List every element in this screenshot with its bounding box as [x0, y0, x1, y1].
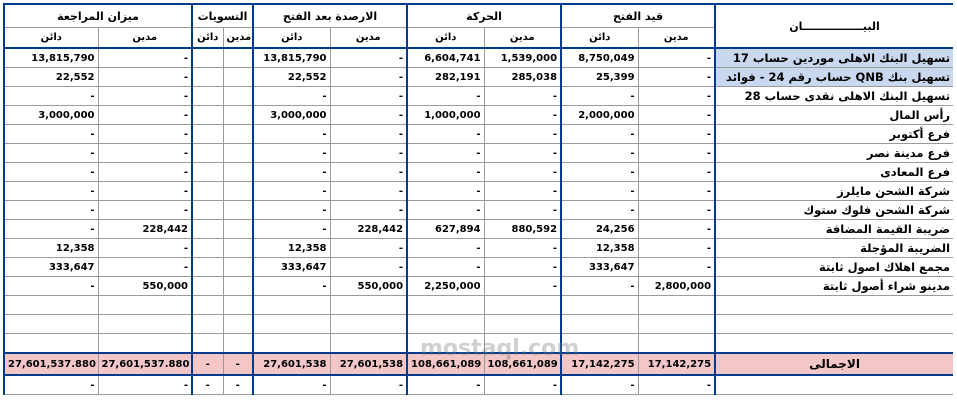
- cell-op_d[interactable]: -: [638, 258, 715, 277]
- cell-tb_d[interactable]: -: [98, 125, 192, 144]
- cell-mv_d[interactable]: [484, 315, 561, 334]
- cell-ba_d[interactable]: -: [330, 239, 407, 258]
- header-description: البيــــــــــــــــان: [715, 4, 953, 48]
- cell-ad_c[interactable]: [192, 144, 223, 163]
- cell-ba_c[interactable]: 3,000,000: [253, 106, 330, 125]
- row-description[interactable]: مدينو شراء أصول ثابتة: [715, 277, 953, 296]
- cell[interactable]: -: [561, 375, 638, 395]
- cell-ba_d[interactable]: -: [330, 106, 407, 125]
- cell-ba_c[interactable]: 13,815,790: [253, 48, 330, 68]
- cell-ba_c[interactable]: -: [253, 87, 330, 106]
- cell-mv_d[interactable]: -: [484, 239, 561, 258]
- cell-tb_d[interactable]: 550,000: [98, 277, 192, 296]
- cell-mv_d[interactable]: [484, 296, 561, 315]
- cell-ad_d[interactable]: [223, 125, 253, 144]
- cell-ad_c[interactable]: [192, 239, 223, 258]
- cell-ba_c[interactable]: [253, 334, 330, 354]
- cell-ba_d[interactable]: -: [330, 144, 407, 163]
- cell-ba_d[interactable]: -: [330, 258, 407, 277]
- cell-mv_c[interactable]: -: [407, 239, 484, 258]
- cell-tb_c[interactable]: 12,358: [4, 239, 98, 258]
- cell-ad_d[interactable]: [223, 182, 253, 201]
- cell-op_c[interactable]: -: [561, 277, 638, 296]
- cell[interactable]: -: [98, 375, 192, 395]
- cell-ad_c[interactable]: [192, 87, 223, 106]
- cell-ba_d[interactable]: -: [330, 201, 407, 220]
- subheader-debit: مدين: [638, 28, 715, 49]
- cell-mv_d[interactable]: -: [484, 258, 561, 277]
- cell-ba_c[interactable]: [253, 315, 330, 334]
- cell-op_c[interactable]: 24,256: [561, 220, 638, 239]
- cell-op_c[interactable]: [561, 296, 638, 315]
- cell-tb_d[interactable]: -: [98, 106, 192, 125]
- cell-ad_c[interactable]: [192, 220, 223, 239]
- row-description[interactable]: رأس المال: [715, 106, 953, 125]
- table-row: [4, 87, 953, 106]
- header-balances-after: الارصدة بعد الفتح: [253, 4, 407, 28]
- cell-tb_c[interactable]: -: [4, 125, 98, 144]
- cell-ad_c[interactable]: [192, 201, 223, 220]
- cell-tb_d[interactable]: -: [98, 258, 192, 277]
- subheader-debit: مدين: [484, 28, 561, 49]
- cell-ba_c[interactable]: -: [253, 163, 330, 182]
- total-mv-debit[interactable]: 108,661,089: [484, 353, 561, 375]
- cell-mv_d[interactable]: -: [484, 163, 561, 182]
- cell[interactable]: -: [407, 375, 484, 395]
- table-row: [4, 144, 953, 163]
- cell-ad_c[interactable]: [192, 68, 223, 87]
- cell-ba_d[interactable]: [330, 334, 407, 354]
- cell-op_d[interactable]: 2,800,000: [638, 277, 715, 296]
- cell[interactable]: -: [4, 375, 98, 395]
- watermark: mostaql.com: [420, 336, 580, 361]
- cell-op_d[interactable]: -: [638, 239, 715, 258]
- cell-ba_c[interactable]: -: [253, 277, 330, 296]
- cell-tb_c[interactable]: -: [4, 220, 98, 239]
- cell-ad_d[interactable]: [223, 334, 253, 354]
- cell-tb_d[interactable]: -: [98, 87, 192, 106]
- table-row: [4, 48, 953, 68]
- cell-mv_c[interactable]: -: [407, 87, 484, 106]
- cell-ba_c[interactable]: -: [253, 201, 330, 220]
- cell-op_d[interactable]: -: [638, 125, 715, 144]
- cell-mv_c[interactable]: -: [407, 125, 484, 144]
- cell-ad_c[interactable]: [192, 296, 223, 315]
- cell-ad_d[interactable]: [223, 144, 253, 163]
- cell[interactable]: -: [223, 375, 253, 395]
- cell-tb_d[interactable]: -: [98, 144, 192, 163]
- cell-mv_c[interactable]: -: [407, 258, 484, 277]
- cell-tb_c[interactable]: -: [4, 182, 98, 201]
- table-row: [4, 220, 953, 239]
- cell-tb_c[interactable]: -: [4, 201, 98, 220]
- header-adjustments: التسويات: [192, 4, 253, 28]
- table-row: [4, 334, 953, 354]
- row-description[interactable]: تسهيل البنك الاهلى موردين حساب 17: [715, 48, 953, 68]
- cell-tb_d[interactable]: -: [98, 68, 192, 87]
- cell-op_c[interactable]: -: [561, 125, 638, 144]
- table-row: [4, 68, 953, 87]
- header-trial-balance: ميزان المراجعة: [4, 4, 192, 28]
- cell-mv_d[interactable]: 1,539,000: [484, 48, 561, 68]
- table-row: [4, 296, 953, 315]
- table-row: [4, 315, 953, 334]
- cell-mv_d[interactable]: -: [484, 182, 561, 201]
- cell-ad_c[interactable]: [192, 334, 223, 354]
- cell-ad_d[interactable]: [223, 315, 253, 334]
- total-tb-debit[interactable]: 27,601,537.880: [98, 353, 192, 375]
- cell-ba_d[interactable]: -: [330, 125, 407, 144]
- cell-ad_d[interactable]: [223, 258, 253, 277]
- cell[interactable]: -: [330, 375, 407, 395]
- cell-ad_d[interactable]: [223, 220, 253, 239]
- cell-tb_c[interactable]: -: [4, 277, 98, 296]
- cell-mv_d[interactable]: [484, 334, 561, 354]
- cell-mv_c[interactable]: [407, 334, 484, 354]
- subheader-credit: دائن: [4, 28, 98, 49]
- cell-tb_d[interactable]: -: [98, 48, 192, 68]
- cell-mv_c[interactable]: -: [407, 182, 484, 201]
- cell-op_c[interactable]: [561, 315, 638, 334]
- cell-mv_d[interactable]: -: [484, 125, 561, 144]
- cell-ad_c[interactable]: [192, 258, 223, 277]
- row-description[interactable]: الضريبة المؤجلة: [715, 239, 953, 258]
- row-description[interactable]: شركة الشحن مايلرز: [715, 182, 953, 201]
- cell-op_d[interactable]: -: [638, 68, 715, 87]
- cell-op_c[interactable]: 25,399: [561, 68, 638, 87]
- cell-ba_d[interactable]: -: [330, 48, 407, 68]
- cell-ad_c[interactable]: [192, 163, 223, 182]
- cell-ba_d[interactable]: 228,442: [330, 220, 407, 239]
- subheader-debit: مدين: [330, 28, 407, 49]
- cell-ad_d[interactable]: [223, 239, 253, 258]
- cell-op_d[interactable]: -: [638, 201, 715, 220]
- cell-mv_c[interactable]: 1,000,000: [407, 106, 484, 125]
- cell-tb_c[interactable]: [4, 296, 98, 315]
- cell-op_c[interactable]: 333,647: [561, 258, 638, 277]
- cell-ad_d[interactable]: [223, 163, 253, 182]
- cell-mv_c[interactable]: -: [407, 163, 484, 182]
- cell-ba_c[interactable]: -: [253, 125, 330, 144]
- cell-tb_d[interactable]: 228,442: [98, 220, 192, 239]
- cell-ba_c[interactable]: -: [253, 220, 330, 239]
- table-row: [4, 125, 953, 144]
- row-description[interactable]: [715, 315, 953, 334]
- cell-ba_c[interactable]: 22,552: [253, 68, 330, 87]
- total-mv-credit[interactable]: 108,661,089: [407, 353, 484, 375]
- cell-op_d[interactable]: -: [638, 87, 715, 106]
- cell-op_c[interactable]: -: [561, 87, 638, 106]
- cell[interactable]: -: [192, 375, 223, 395]
- cell-mv_c[interactable]: [407, 296, 484, 315]
- table-row: [4, 106, 953, 125]
- cell-mv_d[interactable]: -: [484, 201, 561, 220]
- cell-tb_c[interactable]: [4, 315, 98, 334]
- cell-ad_d[interactable]: [223, 68, 253, 87]
- row-description[interactable]: فرع أكتوبر: [715, 125, 953, 144]
- cell-op_d[interactable]: -: [638, 220, 715, 239]
- subheader-credit: دائن: [253, 28, 330, 49]
- cell-ad_c[interactable]: [192, 182, 223, 201]
- cell-op_c[interactable]: -: [561, 201, 638, 220]
- cell-ad_d[interactable]: [223, 106, 253, 125]
- group-header-row: [4, 4, 953, 28]
- cell-tb_d[interactable]: -: [98, 182, 192, 201]
- cell-mv_c[interactable]: 627,894: [407, 220, 484, 239]
- cell-op_c[interactable]: 2,000,000: [561, 106, 638, 125]
- cell-tb_d[interactable]: [98, 334, 192, 354]
- cell-op_c[interactable]: -: [561, 182, 638, 201]
- cell-ad_c[interactable]: [192, 106, 223, 125]
- cell-ad_c[interactable]: [192, 125, 223, 144]
- row-description[interactable]: [715, 296, 953, 315]
- cell-ba_c[interactable]: -: [253, 182, 330, 201]
- cell-ba_c[interactable]: 333,647: [253, 258, 330, 277]
- row-description[interactable]: شركة الشحن فلوك ستوك: [715, 201, 953, 220]
- total-adj-debit[interactable]: -: [223, 353, 253, 375]
- total-row: [4, 353, 953, 375]
- cell-mv_d[interactable]: -: [484, 87, 561, 106]
- cell-op_d[interactable]: [638, 315, 715, 334]
- cell-ba_d[interactable]: -: [330, 182, 407, 201]
- cell-mv_d[interactable]: -: [484, 277, 561, 296]
- row-description[interactable]: تسهيل البنك الاهلى نقدى حساب 28: [715, 87, 953, 106]
- spreadsheet: [3, 3, 953, 399]
- subheader-credit: دائن: [407, 28, 484, 49]
- cell[interactable]: -: [253, 375, 330, 395]
- cell-ba_c[interactable]: 12,358: [253, 239, 330, 258]
- cell-mv_c[interactable]: 2,250,000: [407, 277, 484, 296]
- table-row: [4, 239, 953, 258]
- table-row: [4, 258, 953, 277]
- cell-ba_d[interactable]: 550,000: [330, 277, 407, 296]
- total-adj-credit[interactable]: -: [192, 353, 223, 375]
- cell-mv_c[interactable]: -: [407, 144, 484, 163]
- cell-tb_c[interactable]: -: [4, 87, 98, 106]
- cell[interactable]: [715, 375, 953, 395]
- cell-ba_d[interactable]: -: [330, 68, 407, 87]
- cell-ad_c[interactable]: [192, 48, 223, 68]
- table-row: [4, 182, 953, 201]
- cell-tb_c[interactable]: 22,552: [4, 68, 98, 87]
- total-op-debit[interactable]: 17,142,275: [638, 353, 715, 375]
- row-description[interactable]: فرع المعادى: [715, 163, 953, 182]
- cell-tb_d[interactable]: -: [98, 163, 192, 182]
- total-tb-credit[interactable]: 27,601,537.880: [4, 353, 98, 375]
- header-movement: الحركة: [407, 4, 561, 28]
- row-description[interactable]: تسهيل بنك QNB حساب رقم 24 - فوائد: [715, 68, 953, 87]
- cell-tb_d[interactable]: [98, 315, 192, 334]
- total-label[interactable]: الاجمالى: [715, 353, 953, 375]
- row-description[interactable]: [715, 334, 953, 354]
- header-opening: قيد الفتح: [561, 4, 715, 28]
- cell-op_c[interactable]: 12,358: [561, 239, 638, 258]
- cell-mv_c[interactable]: [407, 315, 484, 334]
- cell-ba_c[interactable]: -: [253, 144, 330, 163]
- cell-ad_c[interactable]: [192, 315, 223, 334]
- cell-mv_c[interactable]: 6,604,741: [407, 48, 484, 68]
- table-row: [4, 201, 953, 220]
- cell-mv_d[interactable]: -: [484, 106, 561, 125]
- cell-tb_c[interactable]: -: [4, 163, 98, 182]
- total-ba-credit[interactable]: 27,601,538: [253, 353, 330, 375]
- cell-mv_c[interactable]: 282,191: [407, 68, 484, 87]
- cell-op_c[interactable]: -: [561, 144, 638, 163]
- subheader-credit: دائن: [561, 28, 638, 49]
- cell-op_c[interactable]: [561, 334, 638, 354]
- trailing-row: [4, 375, 953, 395]
- table-row: [4, 163, 953, 182]
- row-description[interactable]: ضريبة القيمة المضافة: [715, 220, 953, 239]
- subheader-debit: مدين: [98, 28, 192, 49]
- row-description[interactable]: مجمع اهلاك اصول ثابتة: [715, 258, 953, 277]
- cell-ad_d[interactable]: [223, 201, 253, 220]
- cell-ba_c[interactable]: [253, 296, 330, 315]
- cell-op_c[interactable]: -: [561, 163, 638, 182]
- cell-tb_d[interactable]: -: [98, 239, 192, 258]
- cell[interactable]: -: [638, 375, 715, 395]
- cell-ad_d[interactable]: [223, 48, 253, 68]
- cell-op_c[interactable]: 8,750,049: [561, 48, 638, 68]
- cell-mv_d[interactable]: 880,592: [484, 220, 561, 239]
- cell-mv_d[interactable]: -: [484, 144, 561, 163]
- cell-mv_d[interactable]: 285,038: [484, 68, 561, 87]
- row-description[interactable]: فرع مدينة نصر: [715, 144, 953, 163]
- trial-balance-table: [3, 3, 953, 395]
- cell-tb_c[interactable]: 13,815,790: [4, 48, 98, 68]
- cell-ba_d[interactable]: -: [330, 163, 407, 182]
- cell-tb_c[interactable]: 333,647: [4, 258, 98, 277]
- cell-tb_c[interactable]: -: [4, 144, 98, 163]
- subheader-credit: دائن: [192, 28, 223, 49]
- cell-op_d[interactable]: -: [638, 48, 715, 68]
- cell-op_d[interactable]: -: [638, 106, 715, 125]
- cell-tb_c[interactable]: 3,000,000: [4, 106, 98, 125]
- cell-op_d[interactable]: -: [638, 163, 715, 182]
- cell-op_d[interactable]: -: [638, 144, 715, 163]
- cell-op_d[interactable]: -: [638, 182, 715, 201]
- cell[interactable]: -: [484, 375, 561, 395]
- cell-ba_d[interactable]: [330, 315, 407, 334]
- cell-op_d[interactable]: [638, 334, 715, 354]
- total-ba-debit[interactable]: 27,601,538: [330, 353, 407, 375]
- cell-ad_c[interactable]: [192, 277, 223, 296]
- cell-ad_d[interactable]: [223, 87, 253, 106]
- cell-tb_d[interactable]: -: [98, 201, 192, 220]
- cell-op_d[interactable]: [638, 296, 715, 315]
- cell-ad_d[interactable]: [223, 277, 253, 296]
- table-row: [4, 277, 953, 296]
- cell-mv_c[interactable]: -: [407, 201, 484, 220]
- cell-ba_d[interactable]: [330, 296, 407, 315]
- cell-tb_d[interactable]: [98, 296, 192, 315]
- cell-ba_d[interactable]: -: [330, 87, 407, 106]
- subheader-debit: مدين: [223, 28, 253, 49]
- cell-tb_c[interactable]: [4, 334, 98, 354]
- total-op-credit[interactable]: 17,142,275: [561, 353, 638, 375]
- cell-ad_d[interactable]: [223, 296, 253, 315]
